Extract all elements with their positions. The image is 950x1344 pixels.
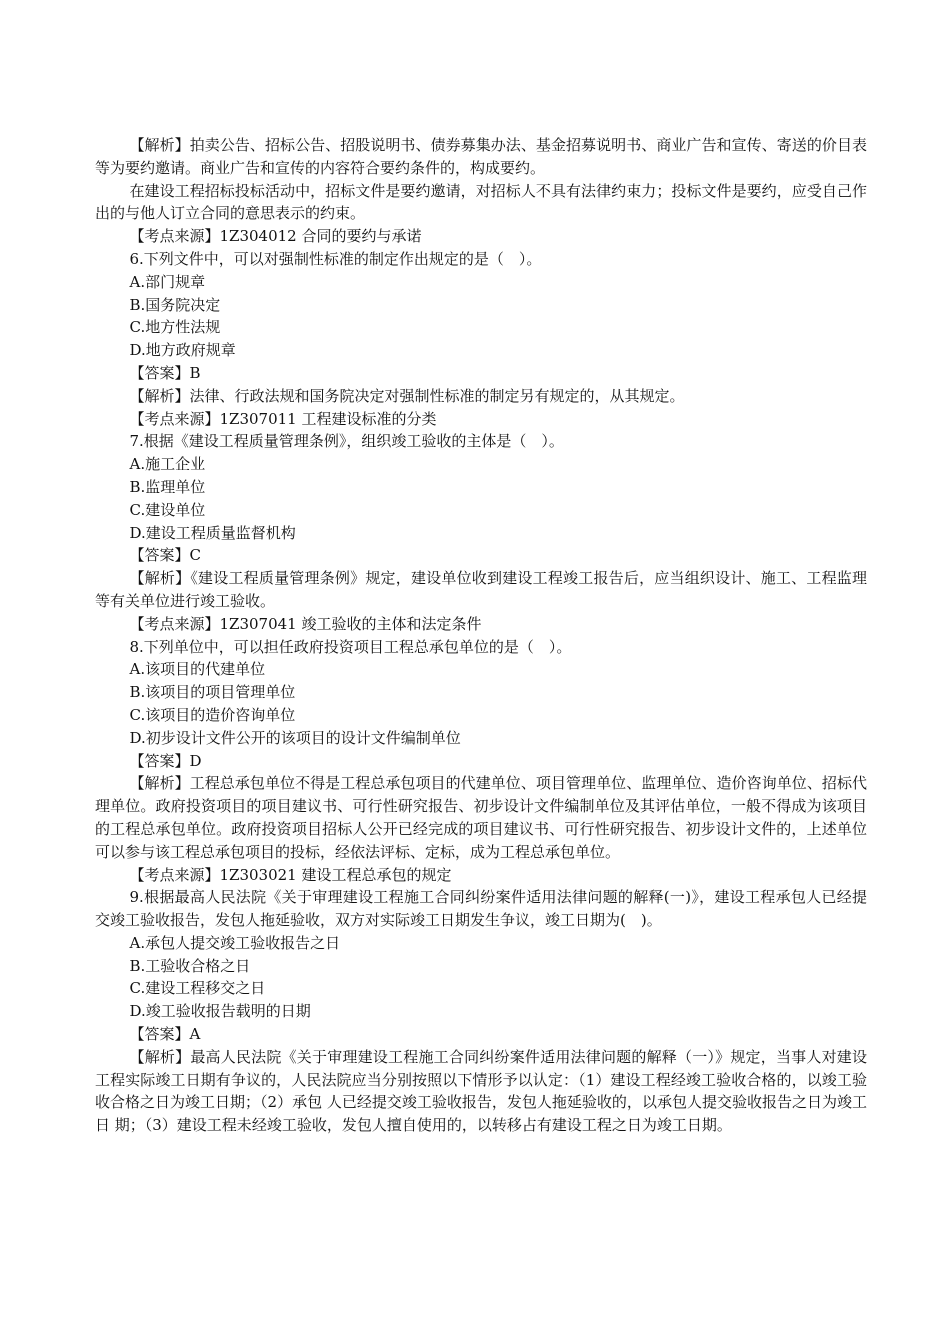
explanation-paragraph: 【解析】《建设工程质量管理条例》规定，建设单位收到建设工程竣工报告后，应当组织设计、施工、工程监理等有关单位进行竣工验收。 (95, 569, 867, 610)
option-d: D.建设工程质量监督机构 (129, 523, 296, 542)
answer-line: 【答案】C (129, 546, 201, 565)
option-c: C.地方性法规 (129, 318, 221, 337)
option-b: B.国务院决定 (129, 295, 221, 314)
option-a: A.施工企业 (129, 455, 206, 474)
question-9: 9.根据最高人民法院《关于审理建设工程施工合同纠纷案件适用法律问题的解释(一)》，建设工程承包人已经提交竣工验收报告，发包人拖延验收，双方对实际竣工日期发生争议，竣工日期为( )。 (95, 888, 867, 930)
source-line: 【考点来源】1Z307011 工程建设标准的分类 (129, 409, 437, 428)
option-d: D.地方政府规章 (129, 341, 236, 360)
option-a: A.承包人提交竣工验收报告之日 (129, 933, 341, 952)
source-line: 【考点来源】1Z304012 合同的要约与承诺 (129, 227, 422, 246)
answer-line: 【答案】B (129, 363, 201, 382)
option-b: B.监理单位 (129, 477, 206, 496)
option-b: B.工验收合格之日 (129, 956, 251, 975)
question-8: 8.下列单位中，可以担任政府投资项目工程总承包单位的是（ ）。 (129, 637, 572, 656)
option-c: C.建设单位 (129, 500, 206, 519)
question-6: 6.下列文件中，可以对强制性标准的制定作出规定的是（ ）。 (129, 249, 542, 268)
option-d: D.竣工验收报告载明的日期 (129, 1002, 311, 1021)
question-7: 7.根据《建设工程质量管理条例》，组织竣工验收的主体是（ ）。 (129, 432, 564, 451)
answer-line: 【答案】D (129, 751, 202, 770)
option-d: D.初步设计文件公开的该项目的设计文件编制单位 (129, 728, 461, 747)
explanation-paragraph: 【解析】工程总承包单位不得是工程总承包项目的代建单位、项目管理单位、监理单位、造价咨询单位、招标代理单位。政府投资项目的项目建议书、可行性研究报告、初步设计文件编制单位及其评估单位，一般不得成为该项目的工程总承包单位。政府投资项目招标人公开已经完成的项目建议书、可行性研究报告、初步设计文件的，上述单位可以参与该工程总承包项目的投标，经依法评标、定标，成为工程总承包单位。 (95, 774, 867, 861)
explanation-paragraph: 在建设工程招标投标活动中，招标文件是要约邀请，对招标人不具有法律约束力；投标文件是要约，应受自己作出的与他人订立合同的意思表示的约束。 (95, 181, 867, 223)
explanation-paragraph: 【解析】法律、行政法规和国务院决定对强制性标准的制定另有规定的，从其规定。 (129, 386, 685, 405)
option-a: A.该项目的代建单位 (129, 660, 266, 679)
option-c: C.该项目的造价咨询单位 (129, 705, 296, 724)
document-page (95, 134, 867, 1137)
answer-line: 【答案】A (129, 1025, 201, 1044)
source-line: 【考点来源】1Z307041 竣工验收的主体和法定条件 (129, 614, 482, 633)
explanation-paragraph: 【解析】拍卖公告、招标公告、招股说明书、债券募集办法、基金招募说明书、商业广告和宣传、寄送的价目表等为要约邀请。商业广告和宣传的内容符合要约条件的，构成要约。 (95, 136, 867, 177)
option-c: C.建设工程移交之日 (129, 979, 266, 998)
option-b: B.该项目的项目管理单位 (129, 683, 296, 702)
source-line: 【考点来源】1Z303021 建设工程总承包的规定 (129, 865, 452, 884)
explanation-paragraph: 【解析】最高人民法院《关于审理建设工程施工合同纠纷案件适用法律问题的解释（一）》规定，当事人对建设工程实际竣工日期有争议的，人民法院应当分别按照以下情形予以认定：（1）建设工程经竣工验收合格的，以竣工验收合格之日为竣工日期；（2）承包 人已经提交竣工验收报告，发包人拖延验收的，以承包人提交验收报告之日为竣工日 期；（3）建设工程未经竣工验收，发包人擅自使用的，以转移占有建设工程之日为竣工日期。 (95, 1047, 867, 1135)
option-a: A.部门规章 (129, 272, 206, 291)
